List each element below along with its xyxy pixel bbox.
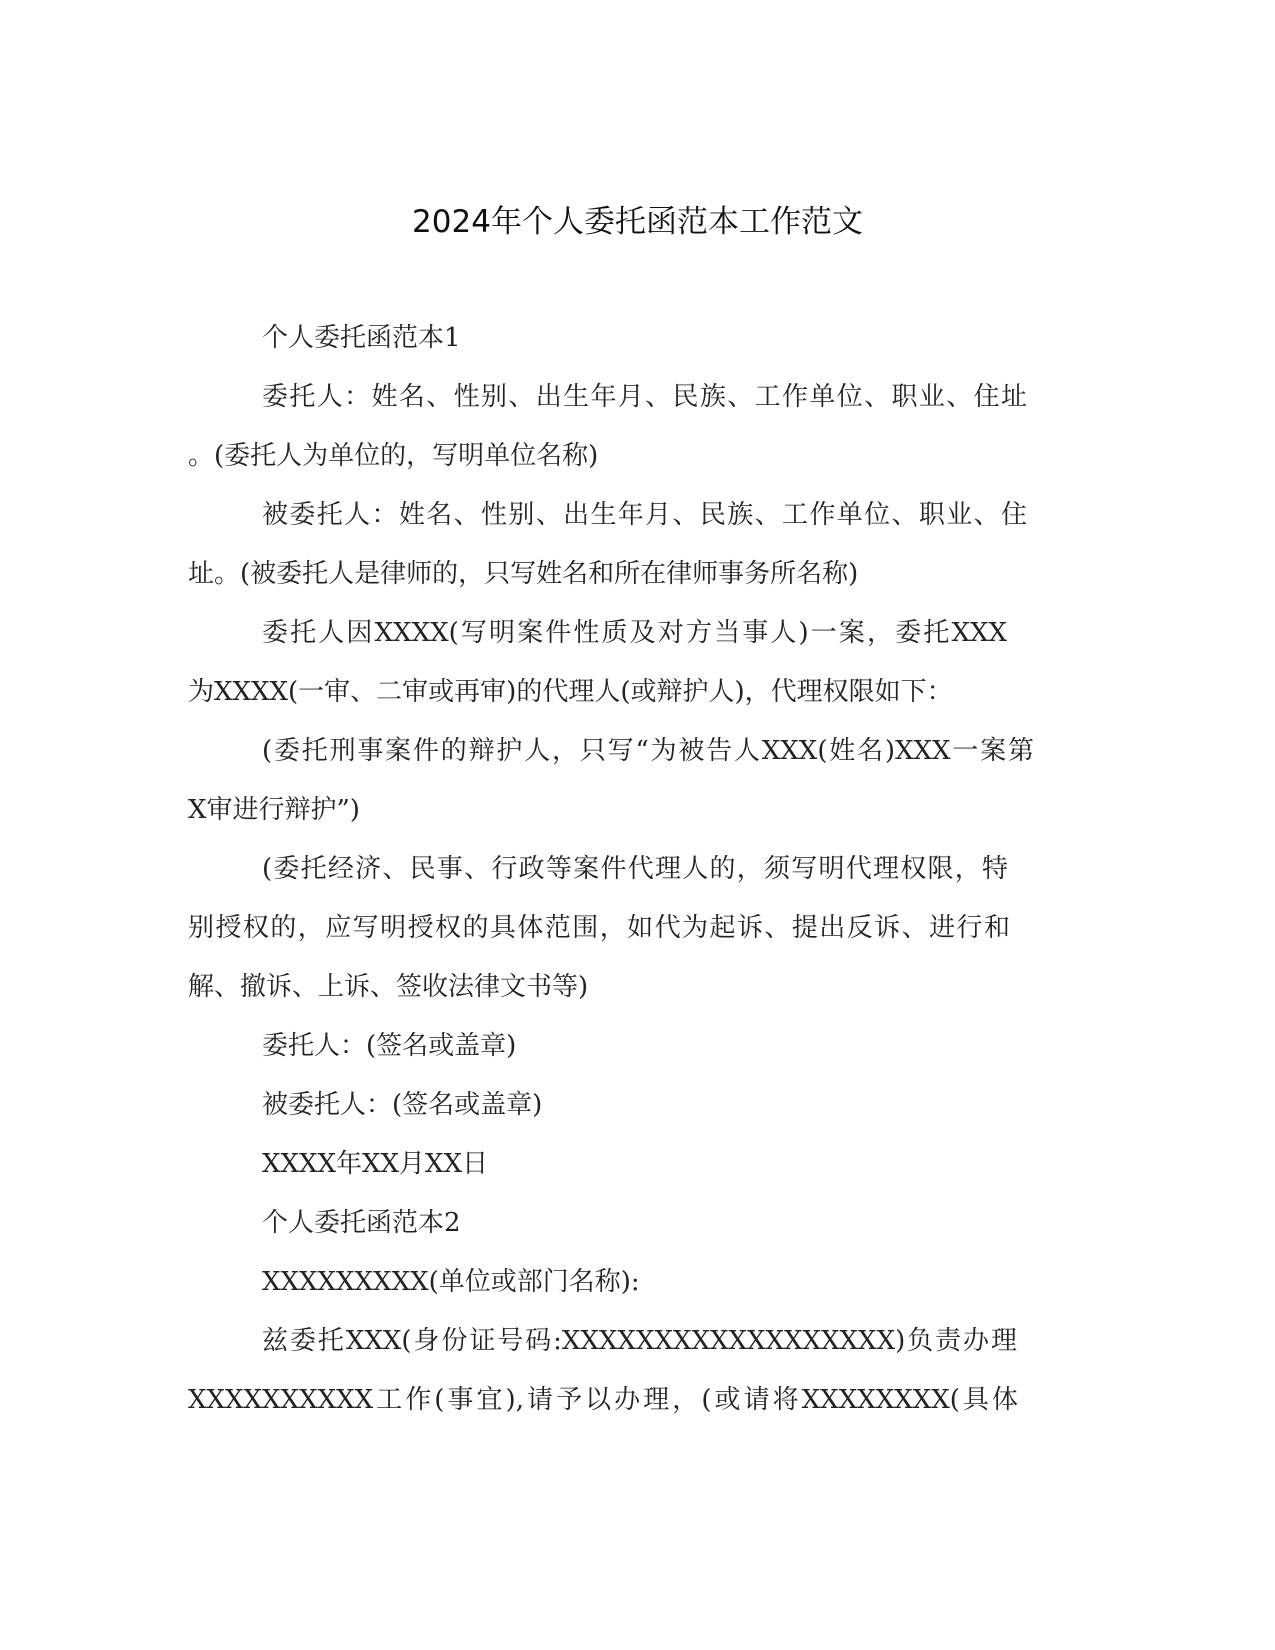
paragraph-line: 委托人因XXXX(写明案件性质及对方当事人)一案，委托XXX	[262, 618, 1007, 648]
paragraph-line: 别授权的，应写明授权的具体范围，如代为起诉、提出反诉、进行和	[188, 913, 1010, 943]
paragraph-line: (委托经济、民事、行政等案件代理人的，须写明代理权限，特	[262, 854, 1008, 884]
paragraph-line: 址。(被委托人是律师的，只写姓名和所在律师事务所名称)	[188, 559, 859, 589]
paragraph-line: X审进行辩护”)	[188, 795, 360, 825]
paragraph-line: 。(委托人为单位的，写明单位名称)	[188, 441, 599, 471]
paragraph-line: 兹委托XXX(身份证号码:XXXXXXXXXXXXXXXXXX)负责办理	[262, 1326, 1017, 1356]
paragraph-line: 解、撤诉、上诉、签收法律文书等)	[188, 972, 589, 1002]
section-heading-template-2: 个人委托函范本2	[262, 1208, 461, 1238]
paragraph-line: 被委托人：姓名、性别、出生年月、民族、工作单位、职业、住	[262, 500, 1027, 530]
paragraph-line: (委托刑事案件的辩护人，只写“为被告人XXX(姓名)XXX一案第	[262, 736, 1034, 766]
paragraph-line: 为XXXX(一审、二审或再审)的代理人(或辩护人)，代理权限如下：	[188, 677, 953, 707]
document-title: 2024年个人委托函范本工作范文	[412, 204, 863, 240]
paragraph-line: 委托人：姓名、性别、出生年月、民族、工作单位、职业、住址	[262, 382, 1027, 412]
addressee-line: XXXXXXXXX(单位或部门名称):	[262, 1267, 640, 1297]
paragraph-line: XXXXXXXXXX工作(事宜),请予以办理，(或请将XXXXXXXX(具体	[188, 1385, 1018, 1415]
section-heading-template-1: 个人委托函范本1	[262, 323, 461, 353]
date-line: XXXX年XX月XX日	[262, 1149, 489, 1179]
signature-line-principal: 委托人：(签名或盖章)	[262, 1031, 517, 1061]
signature-line-agent: 被委托人：(签名或盖章)	[262, 1090, 543, 1120]
